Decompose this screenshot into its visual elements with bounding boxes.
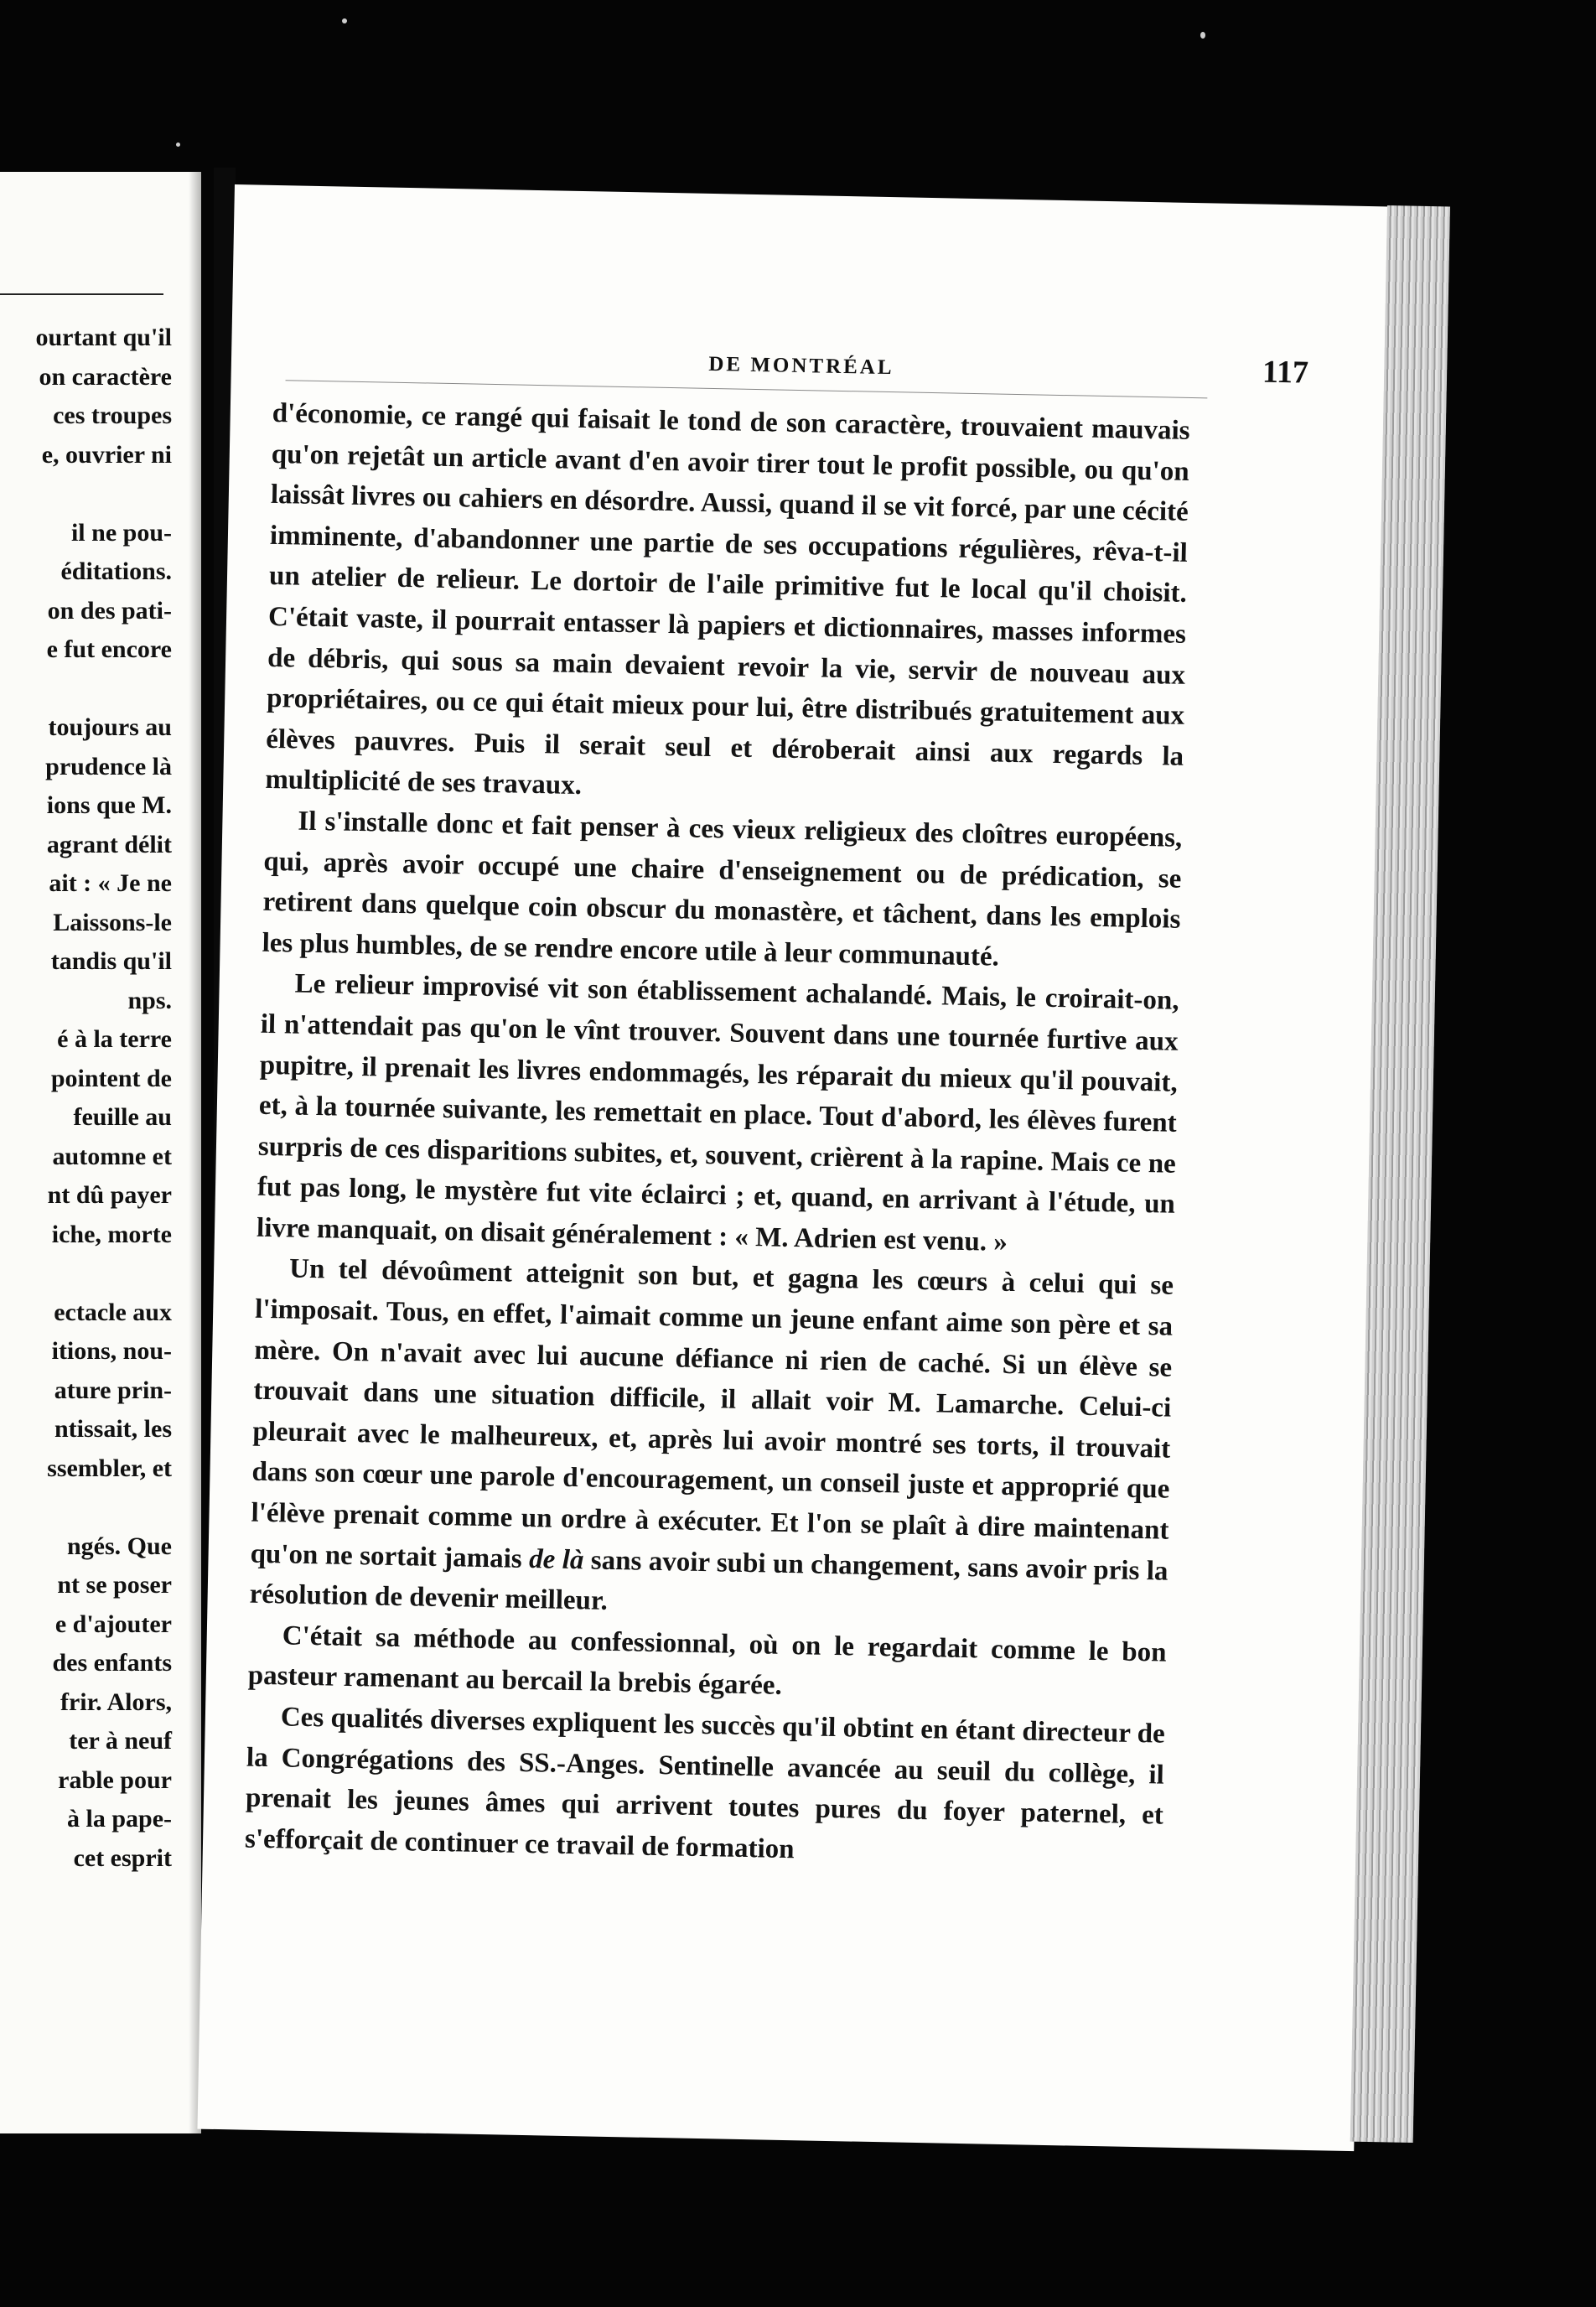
left-page-line: itions, nou- <box>51 1337 172 1365</box>
left-page-line: nps. <box>127 986 172 1014</box>
background-speck <box>1200 32 1205 39</box>
left-page-text <box>0 319 172 1878</box>
left-page-line: e d'ajouter <box>54 1610 172 1638</box>
left-page-line: iche, morte <box>51 1220 172 1248</box>
left-page-line: nt dû payer <box>47 1181 172 1209</box>
left-page-line: ourtant qu'il <box>35 324 172 351</box>
left-page-line: e fut encore <box>46 635 172 663</box>
left-page-line: Laissons-le <box>53 908 172 936</box>
paragraph-text: sans avoir subi un changement, sans avoir pris la résolution de devenir meilleur. <box>249 1545 1168 1617</box>
background-speck <box>342 18 347 23</box>
running-head: DE MONTRÉAL <box>708 352 894 380</box>
left-gutter-shadow <box>189 172 201 2133</box>
left-page-rule <box>0 293 163 295</box>
left-page-line: à la pape- <box>66 1805 172 1833</box>
background-speck <box>176 143 180 147</box>
left-page-line: toujours au <box>48 713 172 741</box>
left-page-gap <box>0 474 172 514</box>
paragraph: C'était sa méthode au confessionnal, où on le regardait comme le bon pasteur ramenant au bercail la brebis égarée. <box>247 1620 1167 1702</box>
paragraph <box>249 1248 1174 1632</box>
left-page-line: ectacle aux <box>54 1298 172 1326</box>
left-facing-page <box>0 172 201 2133</box>
left-page-line: on caractère <box>39 362 172 391</box>
paragraph: Ces qualités diverses expliquent les succès qu'il obtint en étant directeur de la Congrégations des SS.-Anges. Sentinelle avancée au seuil du collège, il prenait les jeunes âmes qui arrivent toutes pures du foyer paternel, et s'efforçait de continuer ce travail de formation <box>244 1702 1166 1864</box>
left-page-line: é à la terre <box>57 1025 172 1053</box>
left-page-line: ces troupes <box>53 402 172 429</box>
left-page-line: ter à neuf <box>69 1727 172 1755</box>
italic-phrase: de là <box>528 1543 584 1575</box>
left-page-line: ngés. Que <box>66 1532 172 1560</box>
left-page-line: il ne pou- <box>70 518 172 547</box>
left-page-line: feuille au <box>73 1103 172 1131</box>
left-page-line: nt se poser <box>57 1571 172 1599</box>
left-page-line: ature prin- <box>54 1376 172 1404</box>
left-page-gap <box>0 670 172 709</box>
paragraph: d'économie, ce rangé qui faisait le tond de son caractère, trouvaient mauvais qu'on rejetât un article avant d'en avoir tirer tout le profit possible, ou qu'on laissât livres ou cahiers en désordre. Aussi, quand il se vit forcé, par une cécité imminente, d'abandonner une partie de ses occupations régulières, rêva-t-il un atelier de relieur. Le dortoir de l'aile primitive fut le local qu'il choisit. C'était vaste, il pourrait entasser là papiers et dictionnaires, masses informes de débris, qui sous sa main devaient revoir la vie, servir de nouveau aux propriétaires, ou ce qui était mieux pour lui, être distribués gratuitement aux élèves pauvres. Puis il serait seul et déroberait ainsi aux regards la multiplicité de ses travaux. <box>265 397 1190 801</box>
left-page-line: rable pour <box>58 1765 172 1794</box>
left-page-line: éditations. <box>60 557 172 585</box>
left-page-line: pointent de <box>50 1064 172 1092</box>
paragraph-text: Un tel dévoûment atteignit son but, et gagna les cœurs à celui qui se l'imposait. Tous, en effet, l'aimait comme un jeune enfant aime son père et sa mère. On n'avait avec lui aucune défiance ni rien de caché. Si un élève se trouvait dans une situation difficile, il allait voir M. Lamarche. Celui-ci pleurait avec le malheureux, et, après lui avoir montré ses torts, il trouvait dans son cœur une parole d'encouragement, un conseil juste et approprié que l'élève prenait comme un ordre à exécuter. Et l'on se plaît à dire maintenant qu'on ne sortait jamais <box>250 1253 1174 1574</box>
left-page-line: tandis qu'il <box>50 947 172 975</box>
paragraph: Le relieur improvisé vit son établissement achalandé. Mais, le croirait-on, il n'attendait pas qu'on le vînt trouver. Souvent dans une tournée furtive aux pupitre, il prenait les livres endommagés, les réparait du mieux qu'il pouvait, et, à la tournée suivante, les remettait en place. Tout d'abord, les élèves furent surpris de ces disparitions subites, et, souvent, crièrent à la rapine. Mais ce ne fut pas long, le mystère fut vite éclairci ; et, quand, en arrivant à l'étude, un livre manquait, on disait généralement : « M. Adrien est venu. » <box>256 968 1179 1257</box>
left-page-line: cet esprit <box>73 1843 172 1872</box>
left-page-line: ait : « Je ne <box>49 869 172 897</box>
left-page-line: prudence là <box>45 752 172 780</box>
left-page-line: des enfants <box>52 1649 172 1677</box>
left-page-line: agrant délit <box>46 830 172 858</box>
left-page-line: on des pati- <box>47 596 172 625</box>
page-number: 117 <box>1262 354 1309 391</box>
left-page-line: ntissait, les <box>54 1415 172 1443</box>
left-page-line: automne et <box>52 1142 172 1170</box>
paragraph: Il s'installe donc et fait penser à ces vieux religieux des cloîtres européens, qui, après avoir occupé une chaire d'enseignement ou de prédication, se retirent dans quelque coin obscur du monastère, et tâchent, dans les emplois les plus humbles, de se rendre encore utile à leur communauté. <box>262 806 1183 972</box>
left-page-line: frir. Alors, <box>60 1687 172 1716</box>
left-page-line: ions que M. <box>46 791 172 819</box>
left-page-line: e, ouvrier ni <box>41 440 172 469</box>
left-page-gap <box>0 1254 172 1293</box>
page-body <box>245 393 1190 1877</box>
left-page-gap <box>0 1488 172 1527</box>
right-page <box>197 184 1391 2151</box>
left-page-line: ssembler, et <box>47 1454 172 1482</box>
